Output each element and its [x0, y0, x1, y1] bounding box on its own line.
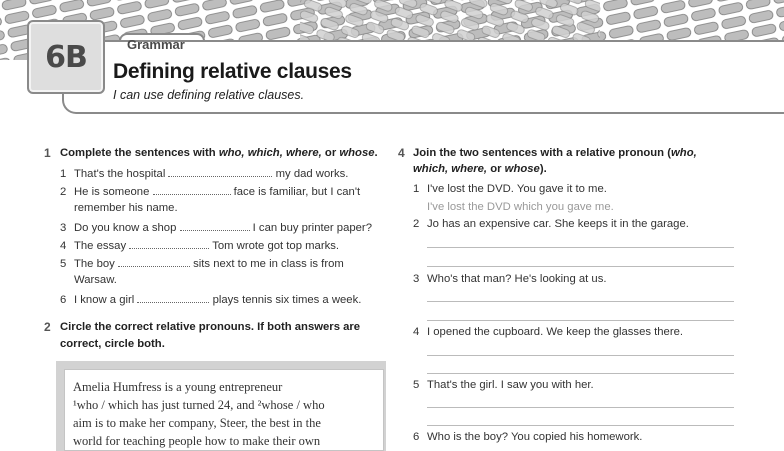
ex1-item-3: [60, 220, 372, 234]
exercise-4-number: 4: [398, 146, 405, 160]
ex4-item-2: [413, 218, 689, 230]
answer-gap[interactable]: [118, 256, 190, 267]
answer-line[interactable]: [427, 355, 734, 356]
ex4-example-answer: I've lost the DVD which you gave me.: [427, 201, 614, 213]
answer-gap[interactable]: [180, 220, 250, 231]
instr-text: Complete the sentences with: [60, 147, 219, 159]
answer-gap[interactable]: [153, 184, 231, 195]
answer-gap[interactable]: [168, 166, 272, 177]
item-number: 5: [413, 379, 420, 391]
item-number: 2: [60, 186, 67, 198]
exercise-2-instruction-1: Circle the correct relative pronouns. If both answers are: [60, 321, 361, 333]
item-before: That's the hospital: [74, 168, 166, 180]
unit-code: 6B: [45, 39, 87, 75]
ex1-item-2-cont: remember his name.: [74, 202, 178, 214]
reading-line-2[interactable]: ¹who / which has just turned 24, and ²whose / who: [73, 398, 325, 412]
item-after: face is familiar, but I can't: [233, 186, 361, 198]
item-text: I opened the cupboard. We keep the glasses there.: [427, 326, 684, 338]
reading-line-3: aim is to make her company, Steer, the best in the: [73, 416, 321, 430]
instr-last: whose: [504, 163, 540, 175]
item-after: Tom wrote got top marks.: [212, 240, 340, 252]
item-after: I can buy printer paper?: [252, 222, 372, 234]
item-after: my dad works.: [275, 168, 349, 180]
item-number: 3: [60, 222, 67, 234]
reading-line-4: world for teaching people how to make their own: [73, 434, 321, 448]
item-text: Who's that man? He's looking at us.: [427, 273, 607, 285]
ex4-item-3: [413, 273, 607, 285]
unit-badge: [27, 20, 105, 94]
item-before: The essay: [74, 240, 127, 252]
answer-line[interactable]: [427, 373, 734, 374]
item-number: 6: [413, 431, 420, 443]
answer-line[interactable]: [427, 425, 734, 426]
item-after: plays tennis six times a week.: [212, 294, 362, 306]
reading-line-1: Amelia Humfress is a young entrepreneur: [73, 380, 283, 394]
answer-gap[interactable]: [137, 292, 209, 303]
item-before: The boy: [74, 258, 115, 270]
item-before: He is someone: [74, 186, 150, 198]
item-number: 6: [60, 294, 67, 306]
instr-or: or: [321, 147, 340, 159]
item-number: 5: [60, 258, 67, 270]
instr-text: Join the two sentences with a relative pronoun (: [413, 147, 671, 159]
item-number: 4: [60, 240, 67, 252]
ex1-item-5: [60, 256, 344, 270]
item-before: I know a girl: [74, 294, 135, 306]
item-before: Do you know a shop: [74, 222, 177, 234]
item-after: sits next to me in class is from: [193, 258, 344, 270]
exercise-1-instruction: [60, 145, 378, 163]
ex4-item-1: [413, 183, 607, 195]
exercise-4-instruction-1: [413, 145, 697, 163]
instr-or: or: [487, 163, 505, 175]
item-text: I've lost the DVD. You gave it to me.: [427, 183, 607, 195]
section-label: Grammar: [127, 37, 185, 52]
answer-line[interactable]: [427, 247, 734, 248]
exercise-2-number: 2: [44, 320, 51, 334]
ex1-item-6: [60, 292, 361, 306]
item-number: 1: [60, 168, 67, 180]
ex1-item-4: [60, 238, 339, 252]
instr-last: whose: [339, 147, 375, 159]
answer-line[interactable]: [427, 320, 734, 321]
ex1-item-2: [60, 184, 360, 198]
ex4-item-5: [413, 379, 594, 391]
page-title: Defining relative clauses: [113, 60, 352, 83]
item-text: Jo has an expensive car. She keeps it in the garage.: [427, 218, 689, 230]
instr-period: .: [374, 147, 378, 159]
exercise-4-instruction-2: [413, 161, 547, 179]
item-number: 1: [413, 183, 420, 195]
item-number: 2: [413, 218, 420, 230]
item-number: 3: [413, 273, 420, 285]
ex1-item-1: [60, 166, 348, 180]
answer-line[interactable]: [427, 266, 734, 267]
instr-words: who, which, where,: [218, 147, 322, 159]
item-text: Who is the boy? You copied his homework.: [427, 431, 643, 443]
ex4-item-4: [413, 326, 683, 338]
answer-line[interactable]: [427, 407, 734, 408]
instr-words: which, where,: [413, 163, 488, 175]
item-text: That's the girl. I saw you with her.: [427, 379, 594, 391]
answer-gap[interactable]: [129, 238, 209, 249]
item-number: 4: [413, 326, 420, 338]
ex1-item-5-cont: Warsaw.: [74, 274, 117, 286]
instr-words: who,: [671, 147, 697, 159]
answer-line[interactable]: [427, 301, 734, 302]
instr-end: ).: [539, 163, 547, 175]
exercise-1-number: 1: [44, 146, 51, 160]
page-subtitle: I can use defining relative clauses.: [113, 88, 305, 102]
ex4-item-6: [413, 431, 642, 443]
exercise-2-instruction-2: correct, circle both.: [60, 338, 165, 350]
